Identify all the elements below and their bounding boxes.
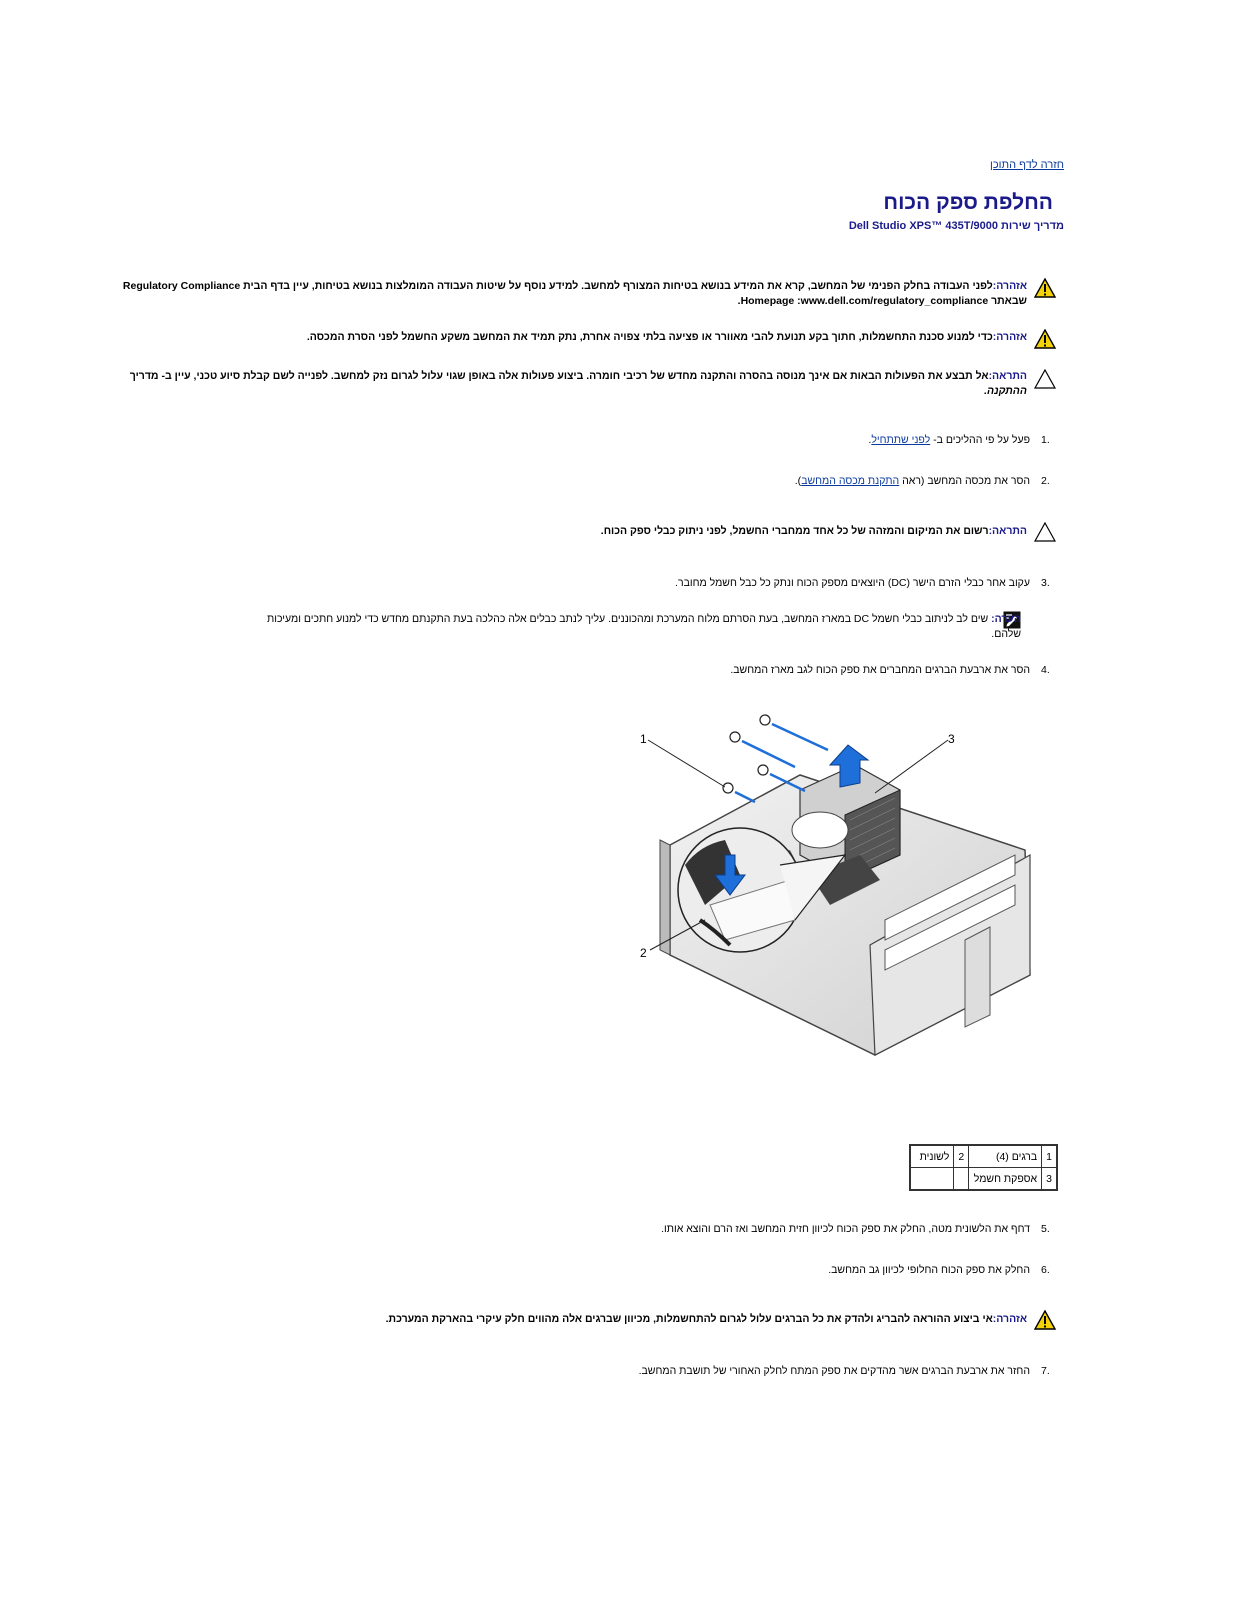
warning-icon <box>1034 278 1056 298</box>
step-text: החזר את ארבעת הברגים אשר מהדקים את ספק המתח לחלק האחורי של תושבת המחשב. <box>638 1365 1030 1377</box>
caution-notice-hardware <box>27 369 1027 399</box>
warning-text: כדי למנוע סכנת התחשמלות, חתוך בקע תנועת להבי מאוורר או פציעה בלתי צפויה אחרת, נתק תמיד את המחשב משקע החשמל לפני הסרת המכסה. <box>306 331 993 343</box>
page-title: החלפת ספק הכוח <box>883 191 1053 214</box>
step-number: 7. <box>1041 1365 1050 1377</box>
step-number: 3. <box>1041 577 1050 589</box>
caution-label: התראה: <box>988 525 1027 537</box>
warning-icon <box>1034 329 1056 349</box>
callout-3-label: 3 <box>948 732 955 746</box>
caution-icon <box>1034 522 1056 542</box>
step-2 <box>210 474 1050 489</box>
step-text: דחף את הלשונית מטה, החלק את ספק הכוח לכיוון חזית המחשב ואז הרם והוצא אותו. <box>661 1223 1030 1235</box>
caution-label: התראה: <box>988 370 1027 382</box>
step-1 <box>210 433 1050 448</box>
note-label: הערה: <box>991 613 1021 625</box>
legend-number: 1 <box>1042 1145 1057 1168</box>
caution-text: רשום את המיקום והמזהה של כל אחד ממחברי החשמל, לפני ניתוק כבלי ספק הכוח. <box>600 525 989 537</box>
callout-2-label: 2 <box>640 946 647 960</box>
step-suffix: ). <box>794 475 802 487</box>
warning-label: אזהרה: <box>992 1313 1027 1325</box>
step-number: 5. <box>1041 1223 1050 1235</box>
caution-icon <box>1034 369 1056 389</box>
step-6 <box>210 1263 1050 1278</box>
callout-1-label: 1 <box>640 732 647 746</box>
warning-label: אזהרה: <box>992 331 1027 343</box>
step-text: פעל על פי ההליכים ב- <box>933 434 1030 446</box>
caution-notice-cables <box>187 524 1027 539</box>
power-supply-removal-illustration <box>630 705 1050 1065</box>
legend-label: לשונית <box>910 1145 954 1168</box>
step-text: החלק את ספק הכוח החלופי לכיוון גב המחשב. <box>828 1264 1030 1276</box>
table-row <box>910 1145 1057 1168</box>
caution-text-line2: ההתקנה. <box>984 385 1027 397</box>
step-3 <box>210 576 1050 591</box>
page-subtitle: מדריך שירות Dell Studio XPS™ 435T/9000 <box>848 220 1064 232</box>
back-to-contents-link[interactable]: חזרה לדף התוכן <box>990 159 1064 171</box>
callout-legend-table <box>909 1144 1058 1191</box>
legend-label: אספקת חשמל <box>969 1168 1042 1191</box>
before-you-begin-link[interactable]: לפני שתתחיל <box>871 434 931 446</box>
step-text: הסר את מכסה המחשב (ראה <box>902 475 1030 487</box>
legend-number: 2 <box>954 1145 969 1168</box>
warning-text: אי ביצוע ההוראה להבריג ולהדק את כל הברגים עלול לגרום להתחשמלות, מכיוון שברגים אלה מהווים חלק עיקרי בהארקת המערכת. <box>385 1313 993 1325</box>
step-number: 2. <box>1041 475 1050 487</box>
warning-label: אזהרה: <box>992 280 1027 292</box>
step-4 <box>210 663 1050 678</box>
step-text: עקוב אחר כבלי הזרם הישר (DC) היוצאים מספק הכוח ונתק כל כבל חשמל מחובר. <box>675 577 1030 589</box>
screw-icon <box>723 783 733 793</box>
screw-icon <box>760 715 770 725</box>
warning-text: לפני העבודה בחלק הפנימי של המחשב, קרא את המידע בנושא בטיחות המצורף למחשב. למידע נוסף על שיטות העבודה המומלצות בנושא בטיחות, עיין בדף הבית Regulatory Compliance <box>122 280 993 292</box>
warning-text-line2: שבאתר Homepage :www.dell.com/regulatory_compliance. <box>737 295 1027 307</box>
legend-label: ברגים (4) <box>969 1145 1042 1168</box>
step-number: 6. <box>1041 1264 1050 1276</box>
computer-cover-link[interactable]: התקנת מכסה המחשב <box>801 475 900 487</box>
screw-icon <box>758 765 768 775</box>
step-number: 4. <box>1041 664 1050 676</box>
step-suffix: . <box>868 434 872 446</box>
step-text: הסר את ארבעת הברגים המחברים את ספק הכוח לגב מארז המחשב. <box>730 664 1030 676</box>
warning-icon <box>1034 1310 1056 1330</box>
step-7 <box>210 1364 1050 1379</box>
table-row <box>910 1168 1057 1191</box>
legend-number <box>954 1168 969 1191</box>
warning-notice-electrical <box>187 330 1027 345</box>
legend-number: 3 <box>1042 1168 1057 1191</box>
screw-icon <box>730 732 740 742</box>
warning-notice-safety <box>17 279 1027 309</box>
warning-notice-screws <box>187 1312 1027 1327</box>
note-cable-routing <box>241 612 1021 642</box>
caution-text: אל תבצע את הפעולות הבאות אם אינך מנוסה בהסרה והתקנה מחדש של רכיבי חומרה. ביצוע פעולות אלה באופן שגוי עלול לגרום נזק למחשב. לפנייה לשם קבלת סיוע טכני, עיין ב- מדריך <box>129 370 989 382</box>
step-number: 1. <box>1041 434 1050 446</box>
step-5 <box>210 1222 1050 1237</box>
legend-label <box>910 1168 954 1191</box>
note-text: שים לב לניתוב כבלי חשמל DC במארז המחשב, בעת הסרתם מלוח המערכת ומהכוננים. עליך לנתב כבלים אלה כהלכה בעת התקנתם מחדש כדי למנוע חתכים ומעיכות שלהם. <box>267 613 1021 640</box>
